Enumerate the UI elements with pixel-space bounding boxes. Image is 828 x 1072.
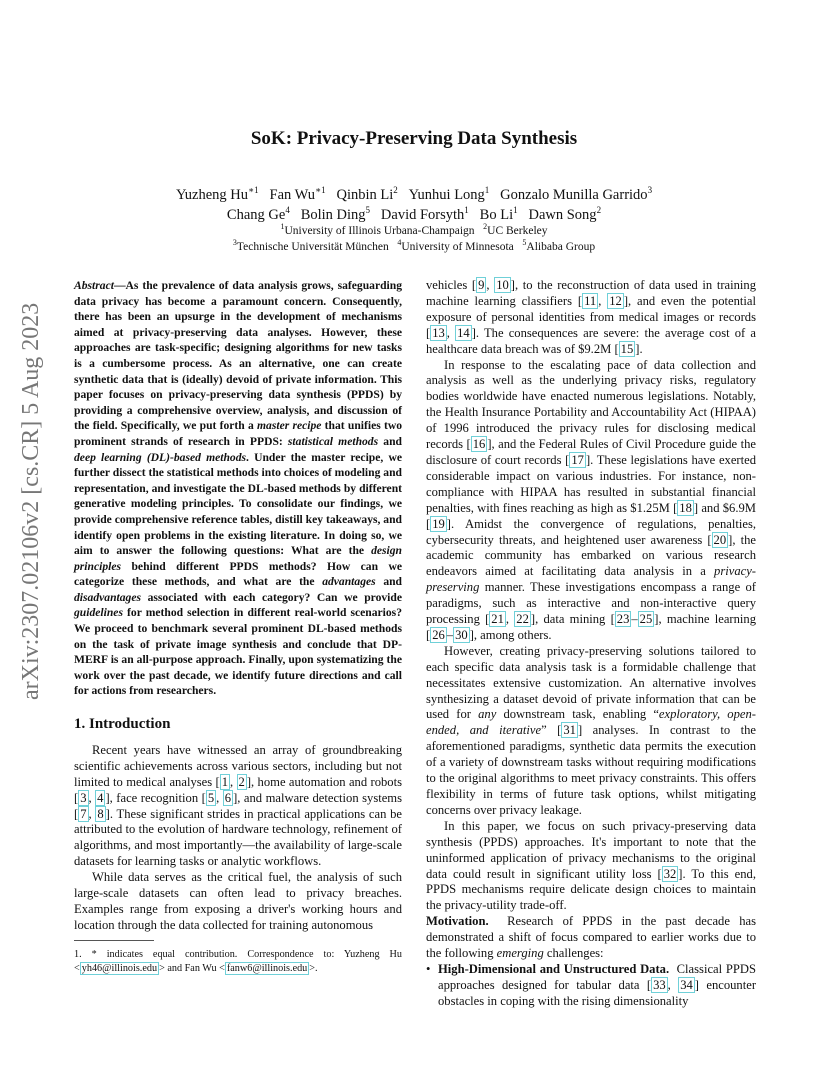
- citation-link[interactable]: 2: [238, 774, 245, 789]
- email-link-fan[interactable]: fanw6@illinois.edu: [226, 962, 308, 974]
- affiliation-name-text: University of Minnesota: [401, 241, 514, 253]
- citation-link[interactable]: 4: [97, 790, 104, 805]
- citation-link[interactable]: 19: [432, 516, 445, 531]
- affiliation-mark: 5: [365, 205, 371, 216]
- affiliation-name-text: Technische Universität München: [236, 241, 389, 253]
- citation-link[interactable]: 20: [713, 532, 727, 547]
- author-name: [270, 187, 326, 203]
- affiliation-mark: 1: [280, 222, 285, 232]
- left-column: [74, 278, 402, 934]
- citation-link[interactable]: 18: [679, 500, 692, 515]
- citation-link[interactable]: 1: [221, 774, 228, 789]
- affiliation-name: [483, 222, 548, 237]
- author-name: [409, 187, 490, 203]
- citation-link[interactable]: 26: [432, 627, 445, 642]
- author-name-text: Bolin Ding: [300, 207, 366, 223]
- author-name: [337, 187, 398, 203]
- citation-link[interactable]: 16: [472, 437, 486, 452]
- arxiv-identifier: arXiv:2307.02106v2 [cs.CR] 5 Aug 2023: [18, 302, 44, 700]
- motivation-paragraph: Motivation. Research of PPDS in the past decade has demonstrated a shift of focus compared to earlier works due to the following emerging challenges:: [426, 914, 756, 961]
- citation-link[interactable]: 11: [584, 293, 597, 308]
- citation-link[interactable]: 7: [80, 806, 87, 821]
- intro-paragraph-2-cont: vehicles [ 9 , 10 ], to the reconstruction of data used in training machine learning classifiers [ 11 , 12 ], and even the potential exposure of personal identities from medical images or records [ 13 , 14 ]. The consequences are severe: the average cost of a healthcare data breach was of $9.2M [ 15 ].: [426, 278, 757, 356]
- abstract: Abstract—As the prevalence of data analysis grows, safeguarding data privacy has become a paramount concern. Consequently, there has been an upsurge in the development of mechanisms aimed at privacy-preserving data analyses. However, these approaches are task-specific; designing algorithms for new tasks is a cumbersome process. As an alternative, one can create synthetic data that is (ideally) devoid of private information. This paper focuses on privacy-preserving data synthesis (PPDS) by providing a comprehensive overview, analysis, and discussion of the field. Specifically, we put forth a master recipe that unifies two prominent strands of research in PPDS: statistical methods and deep learning (DL)-based methods. Under the master recipe, we further dissect the statistical methods into choices of modeling and representation, and investigate the DL-based methods by different generative modeling principles. To consolidate our findings, we provide comprehensive reference tables, distill key takeaways, and identify open problems in the existing literature. In doing so, we aim to answer the following questions: What are the design principles behind different PPDS methods? How can we categorize these methods, and what are the advantages and disadvantages associated with each category? Can we provide guidelines for method selection in different real-world scenarios? We proceed to benchmark several prominent DL-based methods on the task of private image synthesis and conclude that DP-MERF is an all-purpose approach. Finally, upon systematizing the work over the past decade, we identify future directions and call for actions from researchers.: [74, 279, 403, 698]
- author-name-text: Fan Wu: [269, 187, 315, 203]
- author-name: [301, 207, 370, 223]
- affiliation-name-text: Alibaba Group: [526, 241, 596, 253]
- author-name: [176, 187, 259, 203]
- list-item: • High-Dimensional and Unstructured Data. Classical PPDS approaches designed for tabular data [ 33 , 34 ] encounter obstacles in coping with the rising dimensionality: [438, 962, 756, 1010]
- affiliation-name: [397, 238, 514, 253]
- author-line-2: [0, 205, 828, 225]
- affiliation-line-1: [0, 223, 828, 239]
- paper-title: SoK: Privacy-Preserving Data Synthesis: [250, 128, 578, 149]
- author-name-text: David Forsyth: [380, 207, 465, 223]
- citation-link[interactable]: 21: [491, 612, 504, 627]
- citation-link[interactable]: 12: [609, 293, 622, 308]
- affiliation-line-2: [0, 239, 828, 255]
- author-line-1: [0, 185, 828, 205]
- affiliation-mark: 3: [232, 238, 237, 248]
- citation-link[interactable]: 31: [563, 723, 576, 738]
- intro-paragraph-2: While data serves as the critical fuel, the analysis of such large-scale datasets can often lead to privacy breaches. Examples range from exposing a driver's working hours and location through the data collected for training autonomous: [74, 870, 402, 932]
- intro-paragraph-1: Recent years have witnessed an array of groundbreaking scientific achievements across various sectors, including but not limited to medical analyses [ 1 , 2 ], home automation and robots [ 3 , 4 ], face recognition [ 5 , 6 ], and malware detection systems [ 7 , 8 ]. These significant strides in practical applications can be attributed to the evolution of hardware technology, refinement of algorithms, and most importantly—the availability of large-scale datasets for learning tasks or analytic workflows.: [74, 742, 403, 869]
- right-column: [426, 278, 756, 1010]
- citation-link[interactable]: 5: [207, 790, 215, 805]
- author-name: [381, 207, 469, 223]
- author-name: [227, 207, 290, 223]
- citation-link[interactable]: 13: [432, 325, 445, 340]
- citation-link[interactable]: 32: [663, 866, 677, 881]
- affiliation-mark: 4: [285, 205, 290, 216]
- citation-link[interactable]: 33: [653, 977, 666, 992]
- affiliation-mark: 5: [522, 238, 527, 248]
- affiliation-mark: 4: [397, 238, 402, 248]
- affiliation-mark: 1: [513, 205, 518, 216]
- citation-link[interactable]: 22: [516, 612, 529, 627]
- citation-link[interactable]: 3: [80, 790, 87, 805]
- citation-link[interactable]: 6: [224, 790, 232, 805]
- affiliation-name: [232, 238, 389, 253]
- citation-link[interactable]: 9: [478, 278, 485, 292]
- affiliation-mark: ∗1: [248, 185, 259, 196]
- author-name: [480, 207, 518, 223]
- affiliation-list: [0, 223, 828, 255]
- email-link-yuzheng[interactable]: yh46@illinois.edu: [81, 962, 158, 974]
- intro-paragraph-4: However, creating privacy-preserving solutions tailored to each specific data analysis task is a formidable challenge that necessitates extensive customization. An alternative involves synthesizing a dataset devoid of private information that can be used for any downstream task, enabling “exploratory, open-ended, and iterative” [ 31 ] analyses. In contrast to the aforementioned paradigms, synthetic data permits the execution of a variety of downstream tasks without requiring modifications to the original algorithms to meet privacy constraints. This offers flexibility in terms of future task options, whilst mitigating concerns over privacy leakage.: [426, 643, 757, 817]
- author-name-text: Qinbin Li: [336, 187, 394, 203]
- affiliation-mark: 1: [464, 205, 469, 216]
- footnote-rule: [74, 940, 154, 941]
- citation-link[interactable]: 8: [97, 806, 104, 821]
- footnote-text: > and Fan Wu <: [159, 962, 225, 974]
- citation-link[interactable]: 34: [680, 977, 693, 992]
- author-name-text: Yunhui Long: [408, 187, 485, 203]
- intro-paragraph-5: In this paper, we focus on such privacy-preserving data synthesis (PPDS) approaches. It's important to note that the uninformed application of privacy mechanisms to the original data could result in significant utility loss [ 32 ]. To this end, PPDS mechanisms require delicate design choices to maintain the privacy-utility trade-off.: [426, 818, 756, 913]
- author-name: [528, 207, 601, 223]
- citation-link[interactable]: 30: [455, 627, 468, 642]
- footnote-text: 1. * indicates equal contribution. Correspondence to: Yuzheng Hu <: [74, 949, 402, 974]
- author-list: [0, 185, 828, 225]
- affiliation-mark: ∗1: [315, 185, 326, 196]
- affiliation-name-text: UC Berkeley: [487, 225, 548, 237]
- footnote-text: >.: [309, 962, 318, 974]
- abstract-label: Abstract: [74, 279, 114, 292]
- citation-link[interactable]: 23: [616, 612, 630, 627]
- citation-link[interactable]: 14: [457, 325, 470, 340]
- affiliation-mark: 2: [483, 222, 488, 232]
- affiliation-name: [280, 222, 475, 237]
- intro-paragraph-3: In response to the escalating pace of data collection and analysis as well as the underlying privacy risks, regulatory bodies worldwide have enacted numerous legislations. Notably, the Health Insurance Portability and Accountability Act (HIPAA) of 1996 introduced the privacy rules for disclosing medical records [ 16 ], and the Federal Rules of Civil Procedure guide the disclosure of court records [ 17 ]. These legislations have exerted considerable impact on various industries. For instance, non-compliance with HIPAA has resulted in substantial financial penalties, with fines reaching as high as $1.25M [ 18 ] and $6.9M [ 19 ]. Amidst the convergence of regulations, penalties, cybersecurity threats, and heightened user awareness [ 20 ], the academic community has embarked on various research endeavors aimed at facilitating data analysis in a privacy-preserving manner. These investigations encompass a range of paradigms, such as interactive and non-interactive query processing [ 21 , 22 ], data mining [ 23 – 25 ], machine learning [ 26 – 30 ], among others.: [426, 357, 756, 642]
- citation-link[interactable]: 17: [571, 452, 584, 467]
- author-name-text: Chang Ge: [226, 207, 286, 223]
- author-name: [500, 187, 652, 203]
- affiliation-mark: 2: [596, 205, 602, 216]
- challenge-list: [426, 962, 756, 1010]
- citation-link[interactable]: 15: [620, 341, 634, 356]
- citation-link[interactable]: 10: [496, 278, 509, 292]
- affiliation-mark: 2: [393, 185, 398, 196]
- footnote: [74, 948, 402, 975]
- author-name-text: Gonzalo Munilla Garrido: [500, 187, 648, 203]
- section-heading-introduction: 1. Introduction: [74, 716, 171, 733]
- citation-link[interactable]: 25: [639, 612, 653, 627]
- affiliation-mark: 3: [647, 185, 653, 196]
- affiliation-name-text: University of Illinois Urbana-Champaign: [284, 225, 475, 237]
- author-name-text: Yuzheng Hu: [175, 187, 249, 203]
- affiliation-mark: 1: [484, 185, 490, 196]
- author-name-text: Bo Li: [479, 207, 514, 223]
- affiliation-name: [522, 238, 596, 253]
- author-name-text: Dawn Song: [528, 207, 597, 223]
